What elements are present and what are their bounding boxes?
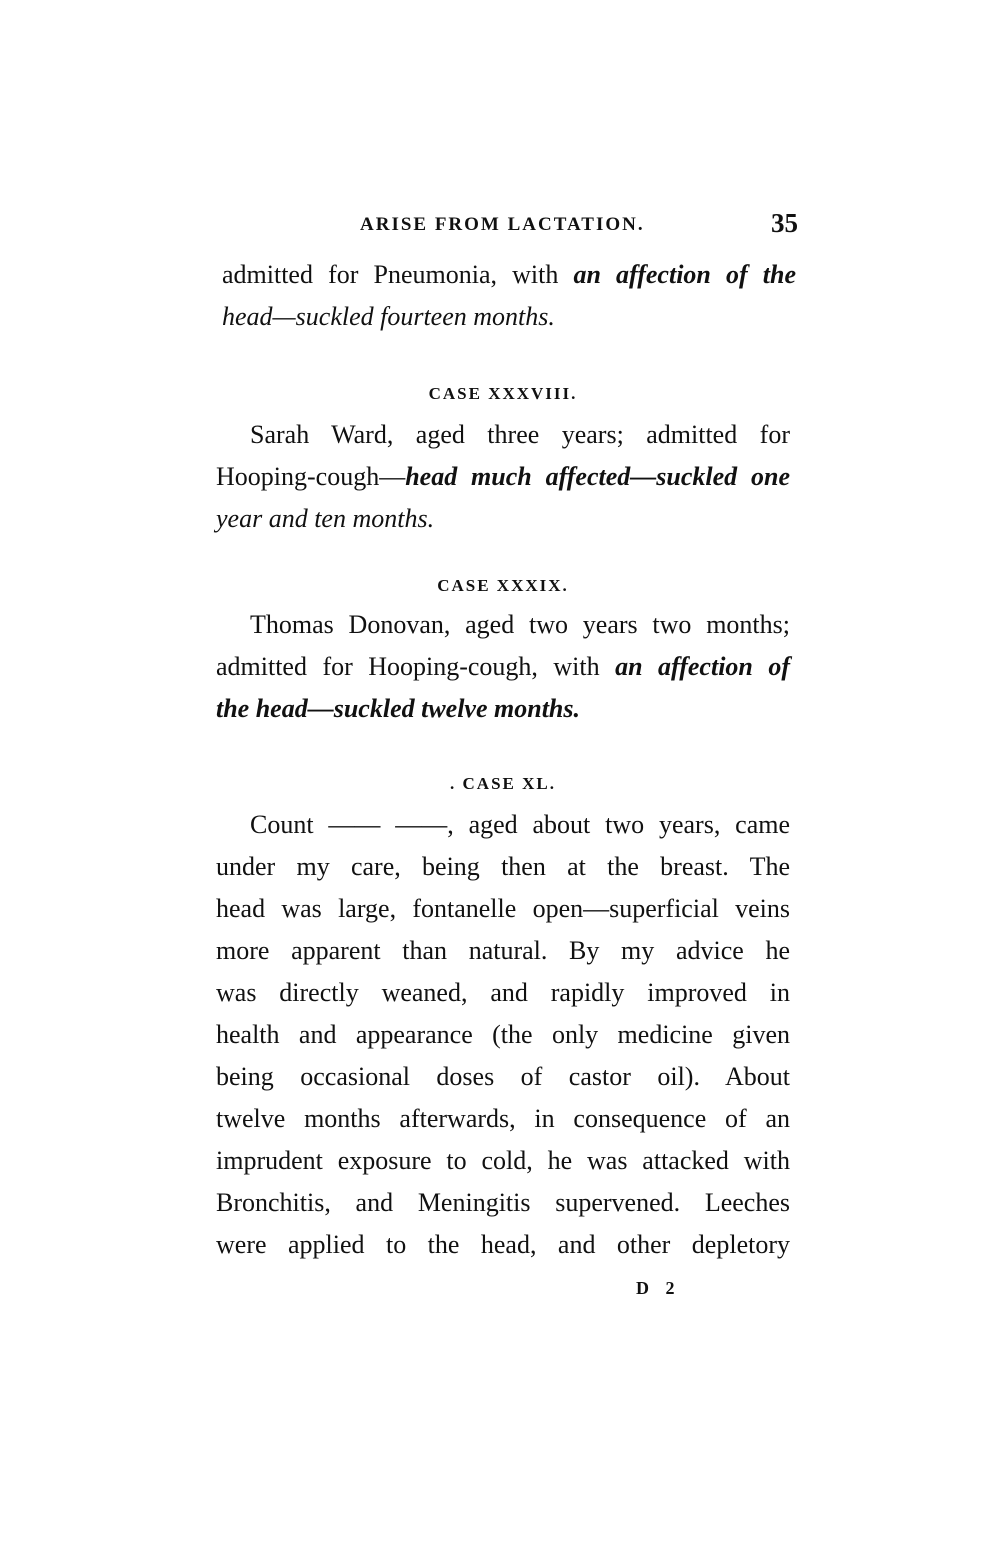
case-40-line-11: were applied to the head, and other depletory [216,1230,790,1259]
case-39-line-3 [216,688,790,730]
case-39-heading: CASE XXXIX. [437,576,569,595]
case-40-line-9: imprudent exposure to cold, he was attacked with [216,1146,790,1175]
case-39-line-3-italic: the head—suckled twelve months. [216,694,580,723]
signature-mark: D 2 [636,1278,681,1298]
case-40-line-5: was directly weaned, and rapidly improved in [216,978,790,1007]
case-38-line-3 [216,498,790,540]
case-38-paragraph [216,414,790,540]
intro-paragraph [222,254,796,338]
running-head [216,208,798,242]
case-40-line-4: more apparent than natural. By my advice he [216,936,790,965]
case-39-line-1: Thomas Donovan, aged two years two months; [250,610,790,639]
case-40-line-6: health and appearance (the only medicine given [216,1020,790,1049]
case-40-line-8: twelve months afterwards, in consequence of an [216,1104,790,1133]
intro-line-1 [222,254,796,296]
running-title: ARISE FROM LACTATION. [360,214,645,235]
case-40-line-1: Count —— ——, aged about two years, came [250,810,790,839]
case-38-line-2 [216,456,790,498]
case-38-heading: CASE XXXVIII. [428,384,578,403]
case-40-line-10: Bronchitis, and Meningitis supervened. Leeches [216,1188,790,1217]
page-number: 35 [771,208,798,238]
case-40-line-2: under my care, being then at the breast. The [216,852,790,881]
case-38-line-1: Sarah Ward, aged three years; admitted for [250,420,790,449]
intro-line-1-italic: an affection of the [573,260,796,289]
intro-line-1-plain: admitted for Pneumonia, with [222,260,574,289]
case-39-line-2-italic: an affection of [615,652,791,681]
case-38-line-2-plain: Hooping-cough— [216,462,406,491]
case-40-line-7: being occasional doses of castor oil). About [216,1062,790,1091]
case-40-heading: . CASE XL. [450,774,556,793]
intro-line-2 [222,296,796,338]
case-38-line-3-italic: year and ten months. [216,504,435,533]
intro-line-2-italic: head—suckled fourteen months. [222,302,555,331]
case-39-line-2 [216,646,790,688]
case-38-line-2-italic: head much affected—suckled one [405,462,790,491]
case-40-line-3: head was large, fontanelle open—superficial veins [216,894,790,923]
case-40-paragraph [216,804,790,1266]
case-39-paragraph [216,604,790,730]
case-39-line-2-plain: admitted for Hooping-cough, with [216,652,616,681]
